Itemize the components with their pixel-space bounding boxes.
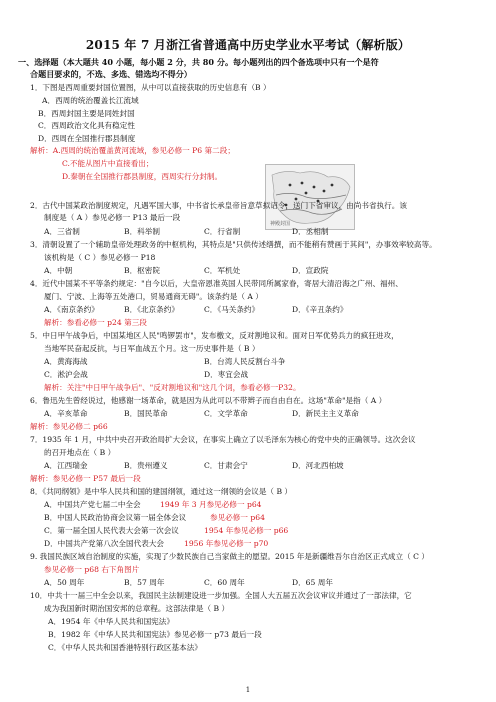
text-line: B．贵州遵义 [124,461,168,470]
text-line: 厦门、宁波、上海等五处港口，贸易通商无碍"。该条约是（ A ） [44,292,263,301]
text-line: 1949 年 3 月参见必修一 p64 [160,500,262,509]
text-line: A．西周的统治覆盖长江流域 [42,96,139,105]
section-heading-line-1: 一、选择题（本大题共 40 小题，每小题 2 分，共 80 分。每小题列出的四个备选项中只有一个是符 [18,57,379,67]
page-title: 2015 年 7 月浙江省普通高中历史学业水平考试（解析版） [85,38,411,52]
text-line: 3．清朝设置了一个辅助皇帝处理政务的中枢机构，其特点是"只供传述缮撰，而不能稍有赞画于其间"，办事效率较高等。 [30,240,437,249]
text-line: C．第一届全国人民代表大会第一次会议 [44,526,179,535]
text-line: 6．鲁迅先生曾经说过，他感谢一场革命，就是因为从此可以不带辫子而自由自在。这场"革命"是指（ A ） [30,396,387,405]
text-line: C．西周政治文化具有稳定性 [38,121,135,130]
section-heading-line-2: 合题目要求的，不选、多选、错选均不得分） [30,69,192,79]
text-line: C.不能从图片中直接看出； [62,159,154,168]
page-number: 1 [245,686,251,694]
text-line: B．枢密院 [124,266,160,275]
text-line: D．65 周年 [292,578,333,587]
text-line: 参见必修一 p68 右下角图片 [44,565,140,574]
text-line: C．甘肃会宁 [204,461,248,470]
text-line: D.秦朝在全国推行郡县制度，西周实行分封制。 [62,172,223,181]
text-line: D．中国共产党第八次全国代表大会 [44,539,164,548]
text-line: D．枣宜会战 [204,370,249,379]
text-line: 解析：参见必修一 P57 最后一段 [30,474,141,483]
text-line: A．中国共产党七届二中全会 [44,500,141,509]
text-line: D．丞相制 [292,227,329,236]
text-line: A．黄海海战 [44,357,88,366]
text-line: A．《南京条约》 [44,305,99,314]
text-line: C．淞沪会战 [44,370,88,379]
text-line: B．中国人民政治协商会议第一届全体会议 [44,513,187,522]
text-line: 9. 我国民族区域自治制度的实施，实现了少数民族自己当家做主的愿望。2015 年是新疆维吾尔自治区正式成立（ C ） [30,552,429,561]
text-line: D．西周在全国推行郡县制度 [38,134,136,143]
text-line: 1954 年参见必修一 p66 [204,526,289,535]
text-line: 5．中日甲午战争后，中国某地区人民"鸣锣罢市"，发布檄文，反对割地议和。面对日军优势兵力的疯狂进攻， [30,331,399,340]
text-line: A．50 周年 [44,578,85,587]
text-line: D．新民主主义革命 [292,409,359,418]
text-line: 4．近代中国某不平等条约规定："自今以后，大皇帝恩准英国人民带同所属家眷，寄居大清沿海之广州、福州、 [30,279,403,288]
text-line: D．河北西柏坡 [292,461,344,470]
text-line: C．《马关条约》 [204,305,260,314]
text-line: 1956 年参见必修一 p70 [184,539,269,548]
map-caption: 神殿封国 [270,221,291,227]
text-line: 解析：参见必修二 p66 [30,422,108,431]
text-line: B．国民革命 [124,409,168,418]
text-line: A．三省制 [44,227,80,236]
text-line: 参见必修一 p64 [210,513,265,522]
text-line: 2．古代中国某政治制度规定，凡遇军国大事，中书省长承皇帝旨意草拟诏令，送门下省审议，由尚书省执行。该 [30,201,407,210]
text-line: A．1954 年《中华人民共和国宪法》 [48,617,174,626]
text-line: 7．1935 年 1 月，中共中央召开政治局扩大会议，在事实上确立了以毛泽东为核心的党中央的正确领导。这次会议 [30,435,416,444]
text-line: B．1982 年《中华人民共和国宪法》参见必修一 p73 最后一段 [48,630,262,639]
text-line: 当地军民奋起反抗，与日军血战五个月。这一历史事件是（ B ） [44,344,260,353]
text-line: 解析：关注"中日甲午战争后"、"反对割地议和"这几个词，参看必修一P32。 [44,383,301,392]
text-line: A．江西瑞金 [44,461,88,470]
text-line: D．《辛丑条约》 [292,305,348,314]
text-line: 1．下图是西周重要封国位置图，从中可以直接获取的历史信息有（B ） [30,83,271,92]
text-line: B．57 周年 [124,578,165,587]
text-line: B．西周封国主要是同姓封国 [38,109,135,118]
text-line: C．60 周年 [204,578,245,587]
text-line: 10．中共十一届三中全会以来，我国民主法制建设进一步加强。全国人大五届五次会议审议并通过了一部法律，它 [30,591,412,600]
text-line: C．《中华人民共和国香港特别行政区基本法》 [48,643,202,652]
text-line: 该机构是（ C ）参见必修一 P18 [44,253,156,262]
text-line: 的召开地点在（ B ） [44,448,116,457]
text-line: C．行省制 [204,227,241,236]
text-line: A．辛亥革命 [44,409,88,418]
text-line: B．台湾人民反割台斗争 [204,357,286,366]
text-line: C．文学革命 [204,409,248,418]
text-line: 解析：A.西周的统治覆盖黄河流域，参见必修一 P6 第二段； [30,146,235,155]
text-line: B．科举制 [124,227,160,236]
text-line: D．宣政院 [292,266,329,275]
text-line: 8．《共同纲领》是中华人民共和国的建国纲领，通过这一纲领的会议是（ B ） [30,487,293,496]
section-heading [18,56,488,80]
text-line: 成为我国新时期治国安邦的总章程。这部法律是（ B ） [44,604,230,613]
text-line: 制度是（ A ）参见必修一 P13 最后一段 [44,213,181,222]
text-line: 解析：参看必修一 p24 第三段 [44,318,147,327]
text-line: B．《北京条约》 [124,305,179,314]
text-line: A．中朝 [44,266,73,275]
text-line: C．军机处 [204,266,241,275]
